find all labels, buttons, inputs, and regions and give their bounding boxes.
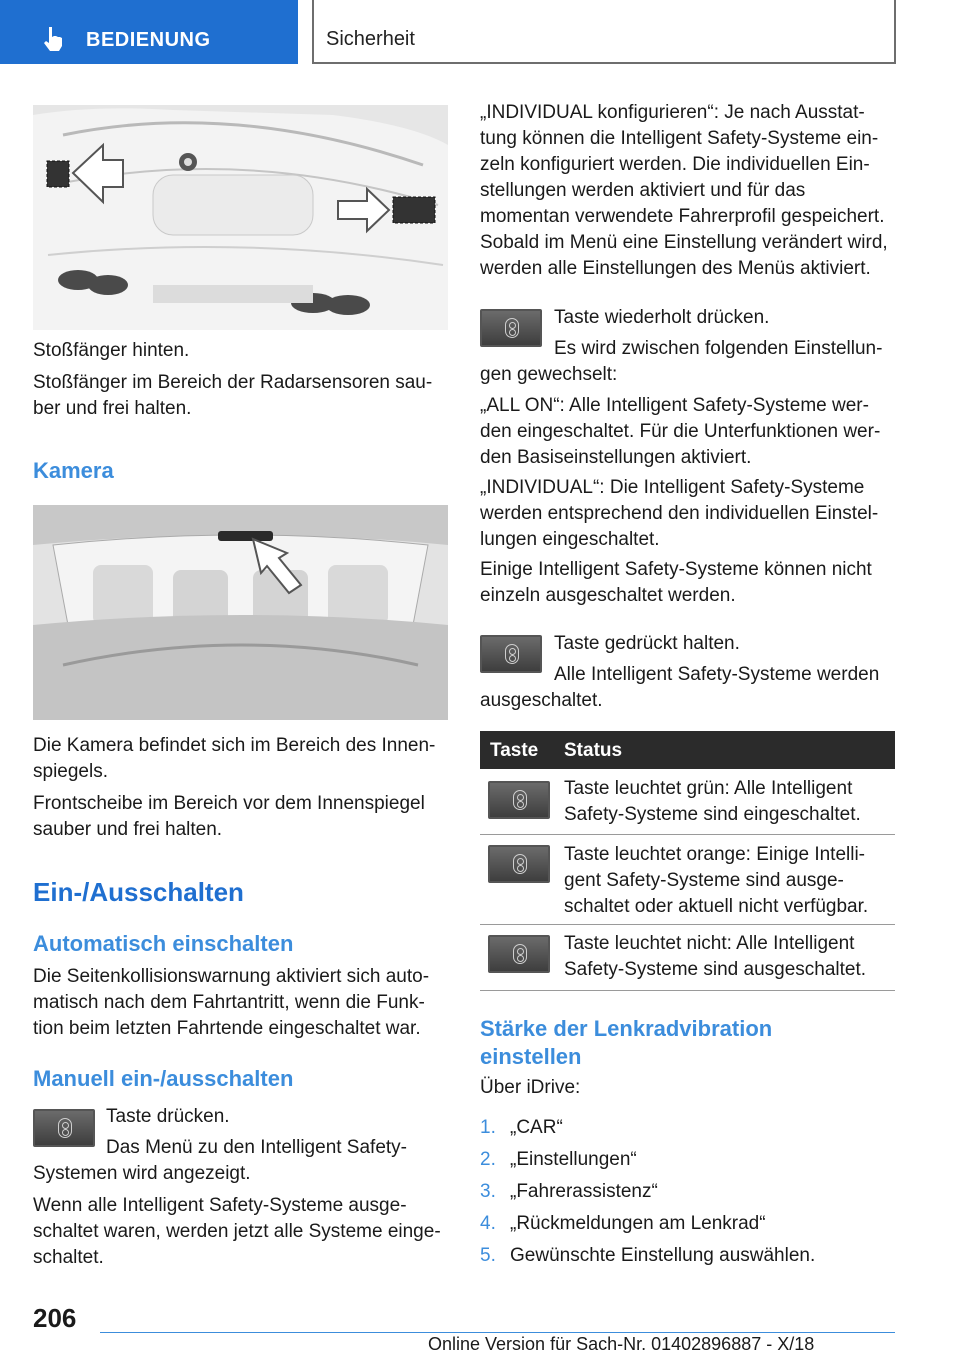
safety-button-green-icon [488,781,550,819]
key-instruction: Taste gedrückt halten. [554,633,740,654]
key-instruction: Taste wiederholt drücken. [554,307,770,328]
table-row [480,835,895,925]
paragraph: „INDIVIDUAL“: Die Intelligent Safety-Systeme werden entsprechend den individuellen Einstel- lungen eingeschaltet. [480,477,879,550]
paragraph: Die Kamera befindet sich im Bereich des Innen- spiegels. [33,735,436,782]
column-header-taste: Taste [490,740,539,761]
page-number: 206 [33,1303,77,1333]
safety-button-orange-icon [488,845,550,883]
key-instruction: ausgeschaltet. [480,690,603,711]
footer-divider [100,1332,895,1333]
status-table [480,731,895,991]
footer-text: Online Version für Sach-Nr. 01402896887 - X/18 [428,1334,815,1354]
section-title: Sicherheit [326,28,415,50]
step-number: 1. [480,1117,496,1138]
status-text: Taste leuchtet grün: Alle Intelligent Safety-Systeme sind eingeschaltet. [564,778,861,825]
step-text: „Einstellungen“ [510,1149,637,1170]
key-instruction: Es wird zwischen folgenden Einstellun- [554,338,883,359]
status-text: Taste leuchtet orange: Einige Intelli- gent Safety-Systeme sind ausge- schaltet oder aktuell nicht verfügbar. [564,844,869,917]
step-number: 4. [480,1213,496,1234]
paragraph: Stoßfänger im Bereich der Radarsensoren sau- ber und frei halten. [33,372,433,419]
step-text: Gewünschte Einstellung auswählen. [510,1245,816,1266]
paragraph: Wenn alle Intelligent Safety-Systeme ausge- schaltet waren, werden jetzt alle Systeme einge- schaltet. [33,1195,441,1268]
heading-automatisch: Automatisch einschalten [33,931,294,956]
key-instruction: Taste drücken. [106,1106,230,1127]
step-text: „CAR“ [510,1117,563,1138]
hand-pointer-icon [40,26,66,52]
table-header [480,731,895,769]
paragraph: „ALL ON“: Alle Intelligent Safety-Systeme wer- den eingeschaltet. Für die Unterfunktionen wer- den Basiseinstellungen aktiviert. [480,395,881,468]
table-row [480,769,895,835]
safety-button-icon [33,1109,95,1147]
step-number: 5. [480,1245,496,1266]
column-header-status: Status [564,740,623,761]
step-text: „Fahrerassistenz“ [510,1181,658,1202]
key-instruction: gen gewechselt: [480,364,618,385]
heading-staerke: Stärke der Lenkradvibration einstellen [480,1016,773,1069]
table-row [480,925,895,991]
key-instruction: Systemen wird angezeigt. [33,1163,251,1184]
status-text: Taste leuchtet nicht: Alle Intelligent Safety-Systeme sind ausgeschaltet. [564,933,867,980]
step-number: 2. [480,1149,496,1170]
paragraph: Frontscheibe im Bereich vor dem Innenspiegel sauber und frei halten. [33,793,425,840]
safety-button-icon [480,309,542,347]
heading-ein-ausschalten: Ein-/Ausschalten [33,877,244,907]
paragraph: Die Seitenkollisionswarnung aktiviert sich auto- matisch nach dem Fahrtantritt, wenn die Funk- tion beim letzten Fahrtende eingeschaltet war. [33,966,430,1039]
camera-image [33,505,448,720]
key-instruction: Alle Intelligent Safety-Systeme werden [554,664,880,685]
chapter-tab [0,0,298,64]
step-number: 3. [480,1181,496,1202]
paragraph: Einige Intelligent Safety-Systeme können nicht einzeln ausgeschaltet werden. [480,559,872,606]
safety-button-icon [480,635,542,673]
rear-bumper-image [33,105,448,330]
safety-button-off-icon [488,935,550,973]
section-header [312,0,896,64]
heading-manuell: Manuell ein-/ausschalten [33,1066,294,1091]
caption-rear-bumper: Stoßfänger hinten. [33,340,190,361]
idrive-label: Über iDrive: [480,1077,581,1098]
paragraph: „INDIVIDUAL konfigurieren“: Je nach Ausstat- tung können die Intelligent Safety-Systeme ein- zeln konfiguriert werden. Die individuellen Ein- stellungen werden aktiviert und für das momentan verwendete Fahrerprofil gespeichert. Sobald im Menü eine Einstellung verändert wird, werden alle Einstellungen des Menüs aktiviert. [480,102,888,279]
heading-kamera: Kamera [33,458,114,483]
key-instruction: Das Menü zu den Intelligent Safety- [106,1137,408,1158]
step-text: „Rückmeldungen am Lenkrad“ [510,1213,766,1234]
chapter-label: BEDIENUNG [86,29,211,51]
